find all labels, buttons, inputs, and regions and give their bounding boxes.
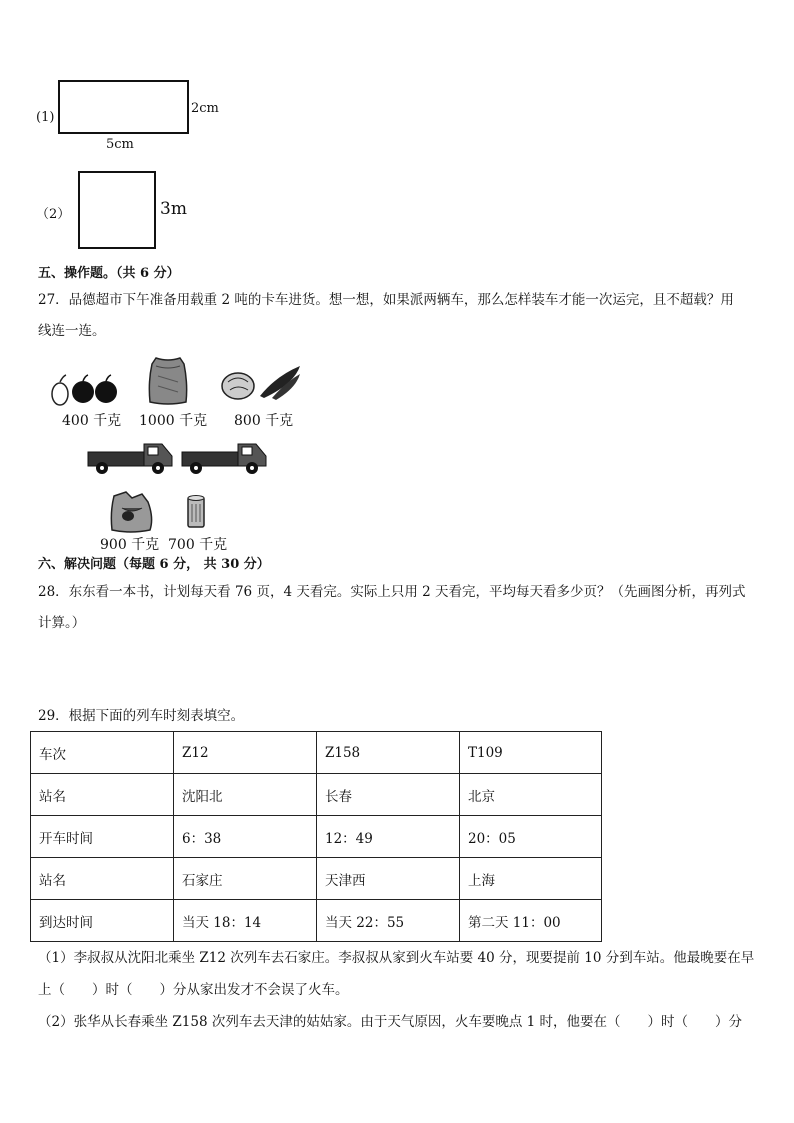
table-cell: 天津西: [317, 858, 460, 900]
train-timetable: [30, 731, 602, 942]
table-row: [31, 816, 602, 858]
q27-text-line1: 27．品德超市下午准备用载重 2 吨的卡车进货。想一想，如果派两辆车，那么怎样装车才能一次运完，且不超载？用: [38, 292, 734, 308]
q28-text-line2: 计算。）: [38, 615, 86, 631]
goods-weight-vegetable: 800 千克: [234, 413, 294, 429]
table-cell: 石家庄: [174, 858, 317, 900]
q28-text-line1: 28．东东看一本书，计划每天看 76 页，4 天看完。实际上只用 2 天看完，平均每天看多少页？（先画图分析，再列式: [38, 584, 746, 600]
table-cell: 当天 18：14: [174, 900, 317, 942]
table-row: [31, 732, 602, 774]
table-cell: 20：05: [460, 816, 602, 858]
table-cell: 长春: [317, 774, 460, 816]
rectangle-width-label: 5cm: [106, 137, 134, 152]
table-cell: 当天 22：55: [317, 900, 460, 942]
rectangle-shape: [58, 80, 189, 134]
q27-text-line2: 线连一连。: [38, 323, 106, 339]
goods-weight-barrel: 700 千克: [168, 537, 228, 553]
table-row: [31, 774, 602, 816]
table-cell: 到达时间: [31, 900, 174, 942]
sack-icon: [148, 354, 188, 406]
square-side-label: 3m: [160, 199, 187, 219]
table-cell: 站名: [31, 774, 174, 816]
table-cell: 6：38: [174, 816, 317, 858]
table-cell: Z158: [317, 732, 460, 774]
truck-icon: [180, 438, 268, 476]
table-cell: 沈阳北: [174, 774, 317, 816]
q29-sub1-line2: 上（ ）时（ ）分从家出发才不会误了火车。: [38, 982, 349, 998]
table-row: [31, 900, 602, 942]
goods-weight-bag: 900 千克: [100, 537, 160, 553]
shape-2-label: （2）: [36, 207, 71, 222]
section-6-heading: 六、解决问题（每题 6 分， 共 30 分）: [38, 557, 270, 572]
table-cell: 开车时间: [31, 816, 174, 858]
section-5-heading: 五、操作题。（共 6 分）: [38, 266, 180, 281]
shape-1-label: (1): [36, 110, 55, 125]
fruit-icon: [48, 372, 118, 406]
table-cell: 车次: [31, 732, 174, 774]
q29-intro: 29．根据下面的列车时刻表填空。: [38, 708, 245, 724]
table-cell: 第二天 11：00: [460, 900, 602, 942]
goods-weight-sack: 1000 千克: [139, 413, 208, 429]
table-cell: T109: [460, 732, 602, 774]
q29-sub2-line1: （2）张华从长春乘坐 Z158 次列车去天津的姑姑家。由于天气原因，火车要晚点 1 时，他要在（ ）时（ ）分: [38, 1014, 742, 1030]
barrel-icon: [186, 494, 206, 530]
table-cell: 上海: [460, 858, 602, 900]
table-cell: 北京: [460, 774, 602, 816]
bag-icon: [108, 490, 154, 532]
square-shape: [78, 171, 156, 249]
table-row: [31, 858, 602, 900]
table-cell: 站名: [31, 858, 174, 900]
rectangle-height-label: 2cm: [191, 101, 219, 116]
table-cell: Z12: [174, 732, 317, 774]
vegetable-icon: [220, 362, 302, 402]
q29-sub1-line1: （1）李叔叔从沈阳北乘坐 Z12 次列车去石家庄。李叔叔从家到火车站要 40 分，现要提前 10 分到车站。他最晚要在早: [38, 950, 755, 966]
table-cell: 12：49: [317, 816, 460, 858]
goods-weight-fruit: 400 千克: [62, 413, 122, 429]
truck-icon: [86, 438, 174, 476]
